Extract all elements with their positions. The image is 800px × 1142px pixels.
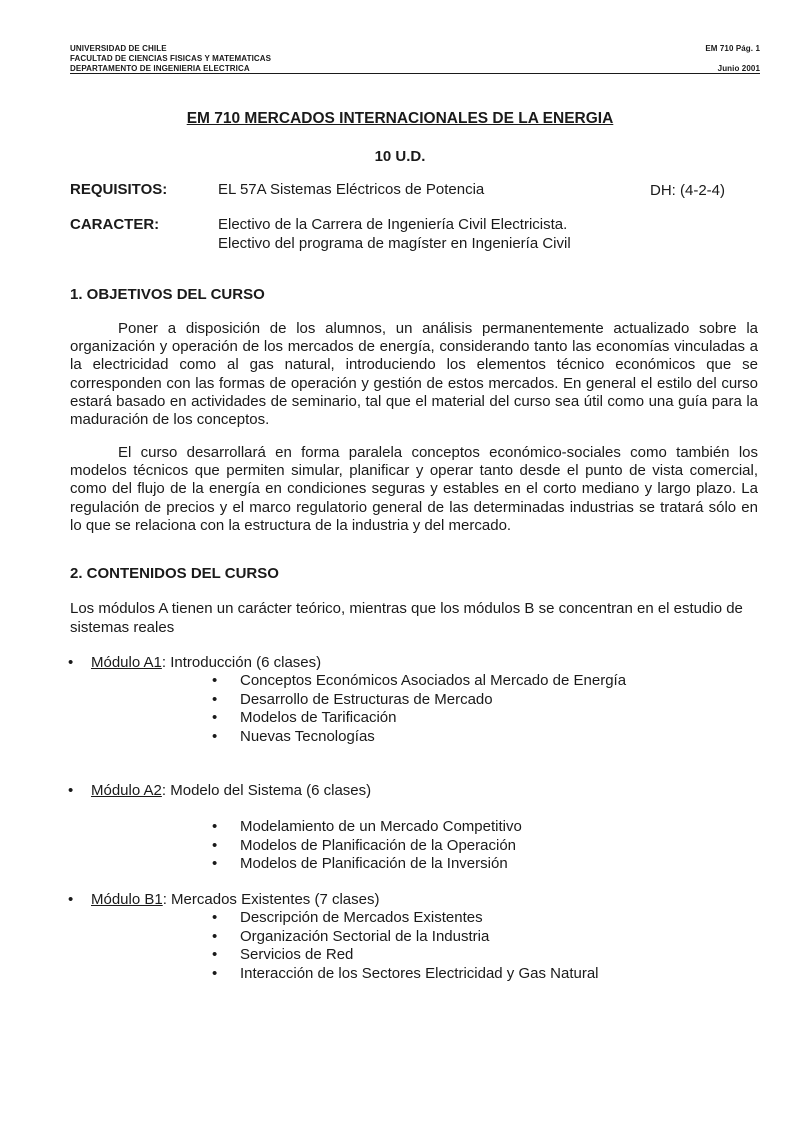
- list-item: • Nuevas Tecnologías: [212, 728, 375, 746]
- course-units: 10 U.D.: [374, 148, 426, 165]
- module-desc: : Introducción (6 clases): [161, 654, 322, 671]
- paragraph-text: Poner a disposición de los alumnos, un análisis permanentemente actualizado sobre la organización y operación de los mercados de energía, considerando tanto las economías vinculadas a la electricidad como al gas natural, introduciendo los elementos técnico económicos que se corresponden con las formas de operación y gestión de estos mercados. En general el estilo del curso estará basado en actividades de seminario, tal que el material del curso sea útil como una guía para la maduración de los conceptos.: [70, 320, 758, 429]
- objetivos-paragraph-2: [70, 444, 758, 535]
- list-item: • Descripción de Mercados Existentes: [212, 909, 483, 926]
- course-title: EM 710 MERCADOS INTERNACIONALES DE LA ENERGIA: [186, 110, 614, 127]
- contenidos-heading: 2. CONTENIDOS DEL CURSO: [70, 565, 279, 582]
- institution-header: [70, 44, 271, 74]
- module-desc: : Mercados Existentes (7 clases): [162, 891, 380, 908]
- list-item: • Conceptos Económicos Asociados al Mercado de Energía: [212, 672, 627, 689]
- caracter-label: CARACTER:: [70, 216, 160, 233]
- list-item: • Modelos de Tarificación: [212, 709, 397, 727]
- module-name: Módulo A2: [91, 782, 162, 799]
- module-desc: : Modelo del Sistema (6 clases): [161, 782, 372, 799]
- page-code: EM 710 Pág. 1: [705, 44, 760, 53]
- objetivos-heading: 1. OBJETIVOS DEL CURSO: [70, 286, 265, 303]
- department-name: DEPARTAMENTO DE INGENIERIA ELECTRICA: [70, 64, 250, 73]
- objetivos-paragraph-1: [70, 320, 758, 429]
- caracter-values: [218, 215, 571, 253]
- module-a2-items: [212, 818, 522, 874]
- module-name: Módulo B1: [91, 891, 163, 908]
- list-item: • Modelos de Planificación de la Operación: [212, 836, 516, 854]
- list-item: • Modelos de Planificación de la Inversión: [212, 855, 508, 873]
- list-item: • Interacción de los Sectores Electricidad y Gas Natural: [212, 965, 599, 983]
- bullet: •: [68, 782, 74, 799]
- list-item: • Modelamiento de un Mercado Competitivo: [212, 818, 522, 835]
- requisitos-label: REQUISITOS:: [70, 181, 168, 198]
- dh-value: DH: (4-2-4): [650, 182, 726, 199]
- caracter-line: Electivo del programa de magíster en Ingeniería Civil: [218, 235, 571, 252]
- list-item: • Desarrollo de Estructuras de Mercado: [212, 690, 493, 708]
- module-a2: [68, 782, 668, 802]
- bullet: •: [68, 891, 74, 908]
- page-date: Junio 2001: [717, 64, 760, 73]
- module-a1: [68, 654, 668, 674]
- caracter-line: Electivo de la Carrera de Ingeniería Civil Electricista.: [218, 216, 568, 233]
- list-item: • Organización Sectorial de la Industria: [212, 927, 490, 945]
- university-name: UNIVERSIDAD DE CHILE: [70, 44, 167, 53]
- header-divider: [70, 73, 760, 74]
- module-name: Módulo A1: [91, 654, 162, 671]
- module-a1-items: [212, 672, 626, 747]
- list-item: • Servicios de Red: [212, 946, 354, 964]
- module-b1: [68, 891, 668, 911]
- faculty-name: FACULTAD DE CIENCIAS FISICAS Y MATEMATICAS: [70, 54, 272, 63]
- paragraph-text: El curso desarrollará en forma paralela conceptos económico-sociales como también los modelos técnicos que permiten simular, planificar y operar tanto desde el punto de vista comercial, como del flujo de la energía en condiciones seguras y estables en el corto mediano y largo plazo. La regulación de precios y el marco regulatorio general de las determinadas industrias se tratará sólo en lo que se relaciona con la estructura de la industria y del mercado.: [70, 444, 758, 534]
- module-b1-items: [212, 909, 599, 984]
- bullet: •: [68, 654, 74, 671]
- requisitos-value: EL 57A Sistemas Eléctricos de Potencia: [218, 181, 485, 198]
- contenidos-intro: Los módulos A tienen un carácter teórico, mientras que los módulos B se concentran en el estudio de sistemas reales: [70, 600, 743, 636]
